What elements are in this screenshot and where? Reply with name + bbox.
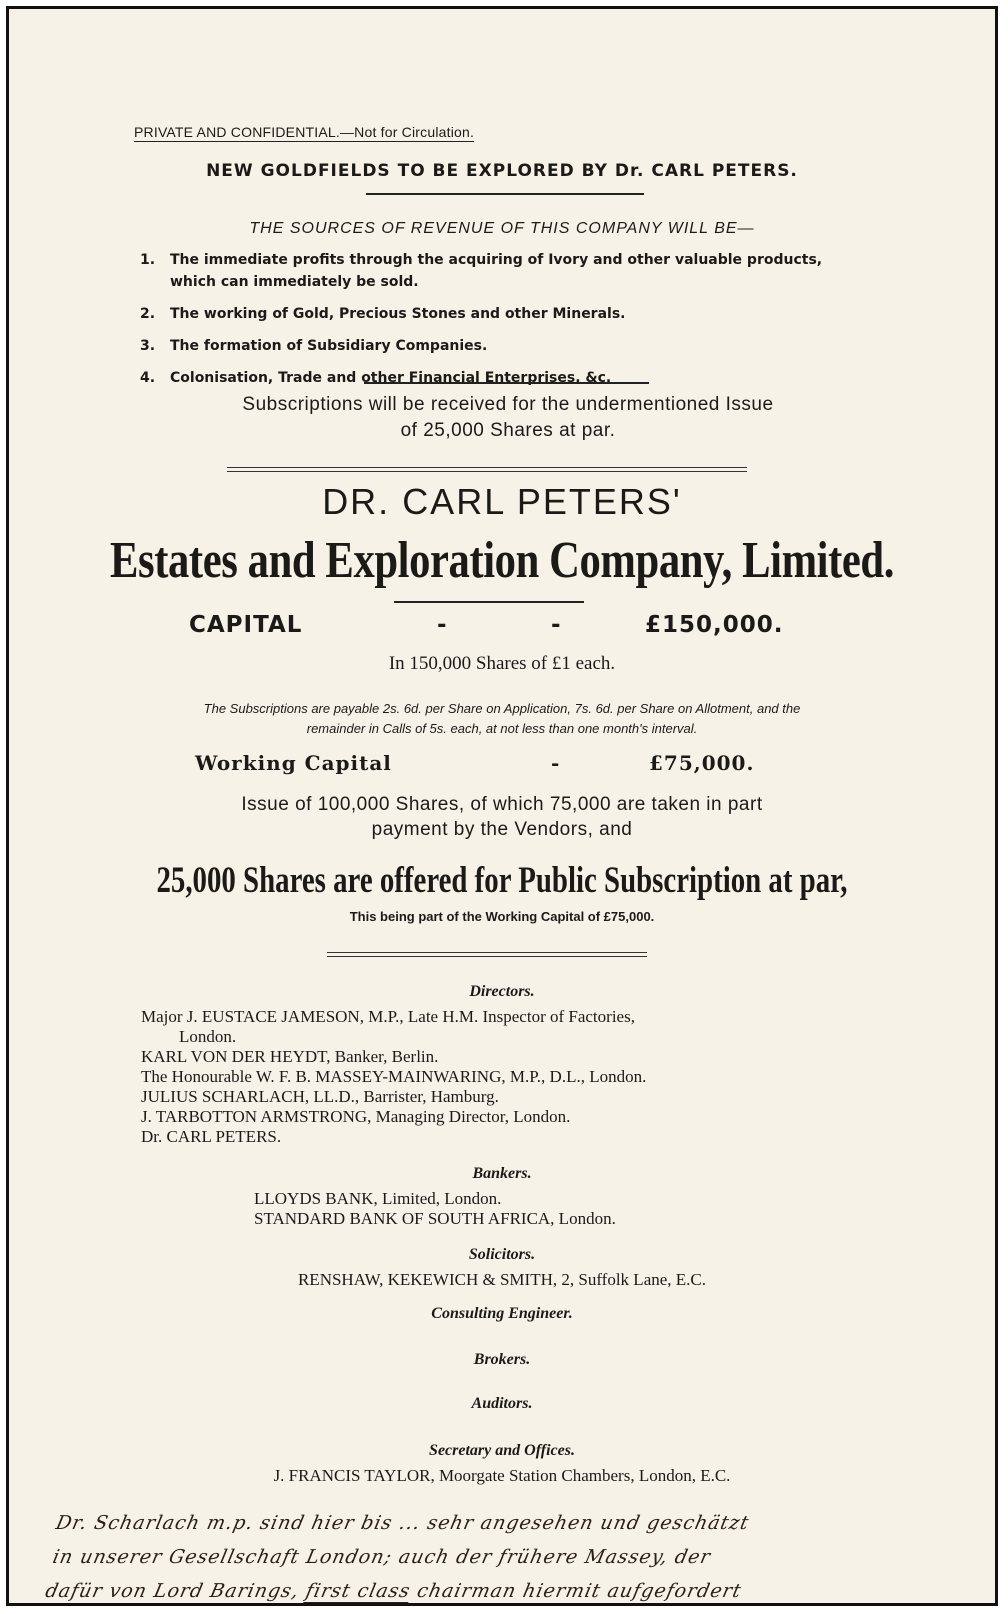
offer-note: This being part of the Working Capital of £75,000. bbox=[349, 909, 655, 924]
company-name-line2: Estates and Exploration Company, Limited. bbox=[110, 532, 894, 589]
bankers-list: LLOYDS BANK, Limited, London. STANDARD BANK OF SOUTH AFRICA, London. bbox=[254, 1189, 616, 1228]
director-line: Dr. CARL PETERS. bbox=[141, 1127, 282, 1146]
public-offer: 25,000 Shares are offered for Public Subscription at par, bbox=[156, 860, 848, 901]
list-item: 3. The formation of Subsidiary Companies. bbox=[140, 338, 488, 354]
sources-list bbox=[140, 249, 880, 399]
secretary-line: J. FRANCIS TAYLOR, Moorgate Station Chambers, London, E.C. bbox=[273, 1466, 731, 1485]
secretary-heading: Secretary and Offices. bbox=[429, 1442, 575, 1459]
director-line: The Honourable W. F. B. MASSEY-MAINWARING, M.P., D.L., London. bbox=[141, 1067, 647, 1086]
solicitors-heading: Solicitors. bbox=[468, 1246, 536, 1263]
bankers-heading: Bankers. bbox=[472, 1165, 532, 1182]
working-capital-label: Working Capital bbox=[195, 751, 392, 775]
capital-dash: - bbox=[437, 612, 448, 638]
double-divider bbox=[327, 952, 647, 957]
handwritten-note: Dr. Scharlach m.p. sind hier bis ... sehr angesehen und geschätzt in unserer Gesellschaft London; auch der frühere Massey, der dafür von Lord Barings, first class chairman hiermit aufgefordert bbox=[43, 1512, 752, 1602]
capital-dash: - bbox=[551, 612, 562, 638]
capital-amount: £150,000. bbox=[645, 612, 784, 638]
auditors-heading: Auditors. bbox=[471, 1395, 533, 1412]
solicitors-line: RENSHAW, KEKEWICH & SMITH, 2, Suffolk Lane, E.C. bbox=[297, 1270, 707, 1289]
director-line: Major J. EUSTACE JAMESON, M.P., Late H.M. Inspector of Factories, bbox=[141, 1007, 635, 1026]
issue-text: Issue of 100,000 Shares, of which 75,000 are taken in part payment by the Vendors, and bbox=[241, 794, 763, 840]
director-line: London. bbox=[179, 1027, 237, 1046]
working-capital-dash: - bbox=[551, 751, 561, 775]
consulting-engineer-heading: Consulting Engineer. bbox=[431, 1305, 573, 1322]
director-line: KARL VON DER HEYDT, Banker, Berlin. bbox=[141, 1047, 439, 1066]
directors-heading: Directors. bbox=[469, 983, 535, 1000]
divider bbox=[366, 193, 644, 195]
list-item: 4. Colonisation, Trade and other Financial Enterprises, &c. bbox=[140, 370, 612, 386]
headline: NEW GOLDFIELDS TO BE EXPLORED BY Dr. CARL PETERS. bbox=[206, 161, 798, 181]
private-notice: PRIVATE AND CONFIDENTIAL.—Not for Circulation. bbox=[134, 124, 475, 140]
list-item: 2. The working of Gold, Precious Stones and other Minerals. bbox=[140, 306, 626, 322]
capital-shares: In 150,000 Shares of £1 each. bbox=[388, 653, 616, 674]
document-page bbox=[6, 6, 998, 1606]
subscription-terms: The Subscriptions are payable 2s. 6d. per Share on Application, 7s. 6d. per Share on Allotment, and the remainder in Calls of 5s. each, at not less than one month's interval. bbox=[203, 701, 801, 736]
subscriptions-notice: Subscriptions will be received for the undermentioned Issue of 25,000 Shares at par. bbox=[242, 394, 774, 441]
working-capital-amount: £75,000. bbox=[649, 751, 755, 775]
director-line: JULIUS SCHARLACH, LL.D., Barrister, Hamburg. bbox=[141, 1087, 499, 1106]
double-divider bbox=[227, 467, 747, 472]
director-line: J. TARBOTTON ARMSTRONG, Managing Director, London. bbox=[141, 1107, 571, 1126]
sources-heading: THE SOURCES OF REVENUE OF THIS COMPANY WILL BE— bbox=[249, 220, 755, 237]
company-name-line1: DR. CARL PETERS' bbox=[322, 481, 682, 522]
divider bbox=[364, 382, 649, 384]
directors-list bbox=[141, 1007, 881, 1147]
brokers-heading: Brokers. bbox=[473, 1351, 531, 1368]
list-item: 1. The immediate profits through the acquiring of Ivory and other valuable products, which can immediately be sold. bbox=[140, 252, 823, 290]
capital-label: CAPITAL bbox=[189, 612, 303, 638]
divider bbox=[394, 601, 584, 603]
